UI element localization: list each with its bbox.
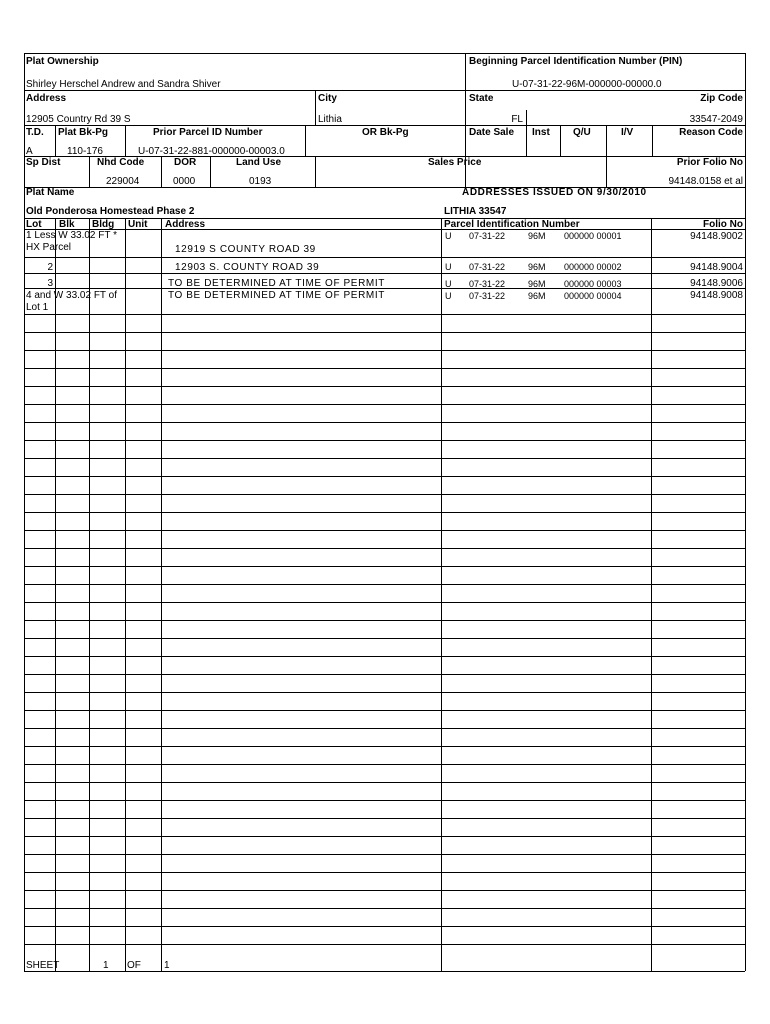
row4-folio: 94148.9008 (690, 290, 743, 301)
table-row-rule (24, 926, 745, 927)
row1-address: 12919 S COUNTY ROAD 39 (175, 244, 316, 255)
row3-address: TO BE DETERMINED AT TIME OF PERMIT (168, 278, 385, 289)
row3-pin-a: 07-31-22 (469, 279, 506, 289)
table-row-rule (24, 314, 745, 315)
table-row-rule (24, 674, 745, 675)
date-sale-label: Date Sale (469, 127, 515, 138)
table-row-rule (24, 368, 745, 369)
table-row-rule (24, 257, 745, 258)
row3-pin-c: 000000 00003 (564, 279, 622, 289)
row2-lot: 2 (47, 262, 53, 273)
divider (125, 125, 126, 156)
table-row-rule (24, 494, 745, 495)
prior-folio-label: Prior Folio No (676, 157, 743, 168)
sheet-label: SHEET (26, 960, 60, 971)
addresses-issued-note: ADDRESSES ISSUED ON 9/30/2010 (462, 187, 647, 198)
row2-pin-c: 000000 00002 (564, 262, 622, 272)
dor-label: DOR (174, 157, 197, 168)
divider (315, 156, 316, 187)
table-row-rule (24, 584, 745, 585)
divider (526, 125, 527, 156)
col-pin-header: Parcel Identification Number (444, 219, 580, 230)
prior-parcel-label: Prior Parcel ID Number (153, 127, 263, 138)
form-bottom-border (24, 971, 745, 972)
row4-address: TO BE DETERMINED AT TIME OF PERMIT (168, 290, 385, 301)
table-row-rule (24, 872, 745, 873)
state-value: FL (511, 114, 523, 125)
table-row-rule (24, 530, 745, 531)
beginning-pin-label: Beginning Parcel Identification Number (PIN) (469, 56, 683, 67)
divider (161, 156, 162, 187)
beginning-pin-value: U-07-31-22-96M-000000-00000.0 (512, 79, 662, 90)
plat-name-value: Old Ponderosa Homestead Phase 2 (26, 206, 195, 217)
table-row-rule (24, 386, 745, 387)
table-row-rule (24, 710, 745, 711)
table-row-rule (24, 620, 745, 621)
address-value: 12905 Country Rd 39 S (26, 114, 131, 125)
table-row-rule (24, 890, 745, 891)
table-row-rule (24, 638, 745, 639)
row4-lot: 4 and W 33.02 FT of (26, 290, 117, 301)
table-row-rule (24, 728, 745, 729)
row3-pin-prefix: U (445, 279, 452, 289)
row1-lot: 1 Less W 33.02 FT * (26, 230, 117, 241)
plat-name-label: Plat Name (26, 187, 75, 198)
divider (526, 110, 527, 125)
col-folio-header: Folio No (703, 219, 743, 230)
table-row-rule (24, 746, 745, 747)
zip-value: 33547-2049 (689, 114, 743, 125)
col-lot-header: Lot (26, 219, 42, 230)
row4-pin-c: 000000 00004 (564, 291, 622, 301)
table-row-rule (24, 800, 745, 801)
owner-name: Shirley Herschel Andrew and Sandra Shiver (26, 79, 221, 90)
row4-pin-a: 07-31-22 (469, 291, 506, 301)
table-row-rule (24, 836, 745, 837)
table-row-rule (24, 944, 745, 945)
city-value: Lithia (318, 114, 342, 125)
plat-ownership-label: Plat Ownership (26, 56, 99, 67)
reason-code-label: Reason Code (679, 127, 743, 138)
plat-bkpg-label: Plat Bk-Pg (58, 127, 109, 138)
divider (606, 156, 607, 187)
col-rule (125, 218, 126, 971)
table-row-rule (24, 288, 745, 289)
row1-lot-line2: HX Parcel (26, 242, 72, 253)
col-rule (441, 218, 442, 971)
form-top-border (24, 53, 745, 54)
sales-price-label: Sales Price (428, 157, 482, 168)
nhd-code-value: 229004 (106, 176, 140, 187)
dor-value: 0000 (173, 176, 196, 187)
row1-pin-b: 96M (528, 231, 546, 241)
sp-dist-label: Sp Dist (26, 157, 61, 168)
iv-label: I/V (621, 127, 634, 138)
inst-label: Inst (532, 127, 550, 138)
td-value: A (26, 146, 33, 157)
col-unit-header: Unit (128, 219, 148, 230)
row2-pin-prefix: U (445, 262, 452, 272)
divider (210, 156, 211, 187)
divider (55, 125, 56, 156)
row1-pin-prefix: U (445, 231, 452, 241)
table-row-rule (24, 566, 745, 567)
table-row-rule (24, 602, 745, 603)
row4-lot-line2: Lot 1 (26, 302, 49, 313)
table-row-rule (24, 332, 745, 333)
table-row-rule (24, 818, 745, 819)
divider (24, 90, 745, 91)
table-row-rule (24, 229, 745, 230)
row4-pin-prefix: U (445, 291, 452, 301)
col-address-header: Address (165, 219, 206, 230)
qu-label: Q/U (573, 127, 591, 138)
form-right-border (745, 53, 746, 971)
divider (305, 125, 306, 156)
table-row-rule (24, 458, 745, 459)
table-row-rule (24, 440, 745, 441)
table-row-rule (24, 692, 745, 693)
divider (606, 125, 607, 156)
row1-pin-c: 000000 00001 (564, 231, 622, 241)
table-row-rule (24, 512, 745, 513)
row3-lot: 3 (47, 278, 53, 289)
col-rule (55, 218, 56, 971)
divider (560, 125, 561, 156)
zip-label: Zip Code (700, 93, 743, 104)
divider (89, 156, 90, 187)
col-blk-header: Blk (59, 219, 75, 230)
city-label: City (318, 93, 337, 104)
row2-pin-a: 07-31-22 (469, 262, 506, 272)
table-row-rule (24, 476, 745, 477)
sheet-total: 1 (164, 960, 170, 971)
table-row-rule (24, 764, 745, 765)
divider (24, 125, 745, 126)
table-row-rule (24, 656, 745, 657)
col-rule (161, 218, 162, 971)
table-row-rule (24, 548, 745, 549)
col-rule (651, 218, 652, 971)
row2-address: 12903 S. COUNTY ROAD 39 (175, 262, 320, 273)
state-label: State (469, 93, 494, 104)
table-row-rule (24, 273, 745, 274)
table-row-rule (24, 854, 745, 855)
row2-pin-b: 96M (528, 262, 546, 272)
table-row-rule (24, 908, 745, 909)
nhd-code-label: Nhd Code (97, 157, 145, 168)
lithia-zip-note: LITHIA 33547 (444, 206, 507, 217)
plat-bkpg-value: 110-176 (67, 146, 103, 157)
land-use-value: 0193 (249, 176, 272, 187)
prior-parcel-value: U-07-31-22-881-000000-00003.0 (138, 146, 285, 157)
row2-folio: 94148.9004 (690, 262, 743, 273)
table-row-rule (24, 404, 745, 405)
row4-pin-b: 96M (528, 291, 546, 301)
address-label: Address (26, 93, 67, 104)
or-bkpg-label: OR Bk-Pg (362, 127, 409, 138)
land-use-label: Land Use (236, 157, 282, 168)
td-label: T.D. (26, 127, 44, 138)
col-bldg-header: Bldg (92, 219, 115, 230)
table-row-rule (24, 422, 745, 423)
row3-pin-b: 96M (528, 279, 546, 289)
prior-folio-value: 94148.0158 et al (668, 176, 743, 187)
col-rule (89, 218, 90, 971)
row3-folio: 94148.9006 (690, 278, 743, 289)
divider (315, 90, 316, 125)
sheet-number: 1 (103, 960, 109, 971)
sheet-of-label: OF (127, 960, 141, 971)
table-row-rule (24, 350, 745, 351)
table-row-rule (24, 782, 745, 783)
row1-pin-a: 07-31-22 (469, 231, 506, 241)
row1-folio: 94148.9002 (690, 231, 743, 242)
